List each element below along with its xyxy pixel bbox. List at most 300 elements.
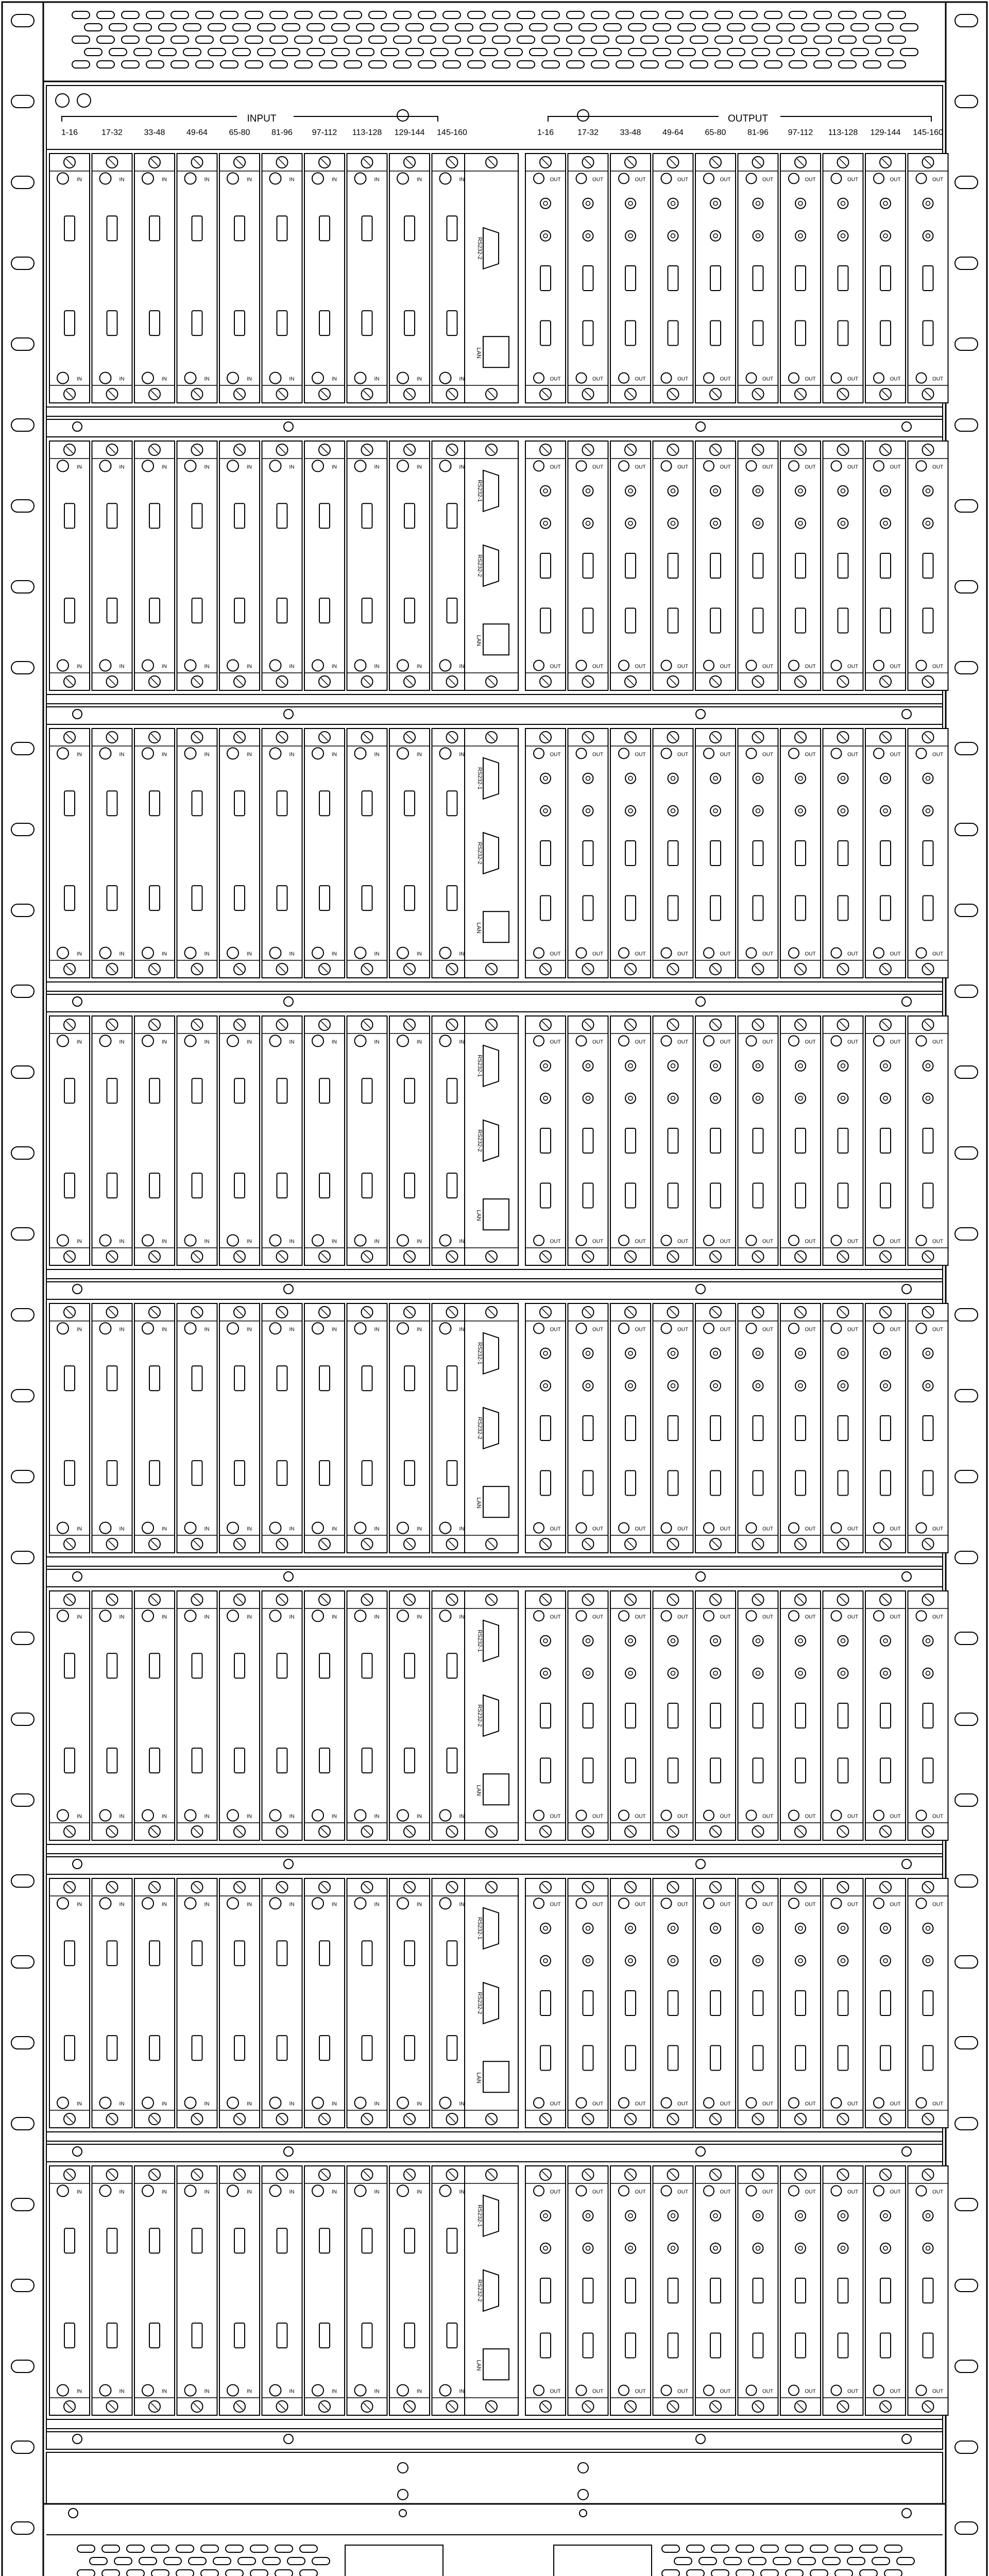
card-io-label: OUT — [847, 2189, 859, 2195]
card-io-label: IN — [417, 464, 422, 470]
card-io-label: OUT — [890, 951, 901, 957]
input-card — [219, 441, 260, 690]
card-tier — [46, 1587, 948, 1874]
input-card — [389, 1016, 430, 1265]
card-io-label: IN — [119, 1239, 125, 1245]
card-io-label: OUT — [932, 464, 944, 470]
output-card — [823, 441, 863, 690]
input-card — [389, 1591, 430, 1840]
card-io-label: IN — [332, 1814, 337, 1820]
card-tier — [46, 437, 948, 724]
input-range-label: 113-128 — [352, 128, 382, 137]
card-io-label: OUT — [932, 1614, 944, 1620]
card-io-label: OUT — [635, 1814, 646, 1820]
control-card — [465, 1016, 518, 1265]
card-io-label: OUT — [805, 376, 816, 382]
card-io-label: IN — [417, 1327, 422, 1333]
output-card — [780, 441, 821, 690]
card-io-label: IN — [459, 2101, 465, 2107]
card-io-label: OUT — [635, 1614, 646, 1620]
card-io-label: IN — [332, 464, 337, 470]
card-io-label: IN — [119, 2189, 125, 2195]
output-card — [780, 2166, 821, 2415]
card-io-label: IN — [459, 2388, 465, 2395]
card-io-label: OUT — [762, 1526, 774, 1532]
serial-port-label: RS232-1 — [476, 1342, 483, 1365]
input-card — [49, 2166, 90, 2415]
card-io-label: IN — [289, 1039, 295, 1045]
card-io-label: IN — [332, 177, 337, 183]
card-io-label: OUT — [550, 1327, 561, 1333]
card-io-label: IN — [77, 2189, 82, 2195]
output-card — [695, 728, 736, 978]
card-io-label: OUT — [635, 752, 646, 758]
left-rack-ear — [2, 2, 43, 2576]
output-card — [653, 2166, 693, 2415]
card-io-label: IN — [417, 1902, 422, 1908]
output-card — [908, 728, 948, 978]
card-io-label: OUT — [762, 1614, 774, 1620]
card-io-label: IN — [119, 2101, 125, 2107]
serial-port-label: RS232-1 — [476, 1055, 483, 1077]
output-card — [568, 1016, 608, 1265]
card-io-label: OUT — [847, 177, 859, 183]
card-io-label: IN — [417, 1526, 422, 1532]
card-io-label: IN — [417, 2101, 422, 2107]
card-io-label: OUT — [932, 177, 944, 183]
output-card — [695, 1303, 736, 1553]
card-io-label: OUT — [890, 1039, 901, 1045]
output-card — [525, 1303, 566, 1553]
card-io-label: OUT — [550, 951, 561, 957]
card-io-label: OUT — [677, 664, 689, 670]
card-io-label: IN — [77, 1902, 82, 1908]
card-io-label: IN — [162, 1239, 167, 1245]
output-card — [738, 2166, 778, 2415]
card-io-label: IN — [119, 464, 125, 470]
input-card — [389, 728, 430, 978]
right-power-module — [554, 2545, 652, 2576]
card-io-label: IN — [289, 752, 295, 758]
card-io-label: IN — [459, 1814, 465, 1820]
card-io-label: OUT — [890, 177, 901, 183]
card-io-label: IN — [459, 177, 465, 183]
card-io-label: OUT — [635, 1039, 646, 1045]
input-card — [219, 2166, 260, 2415]
card-io-label: IN — [332, 1039, 337, 1045]
output-card — [780, 154, 821, 403]
card-io-label: IN — [459, 752, 465, 758]
card-io-label: OUT — [932, 951, 944, 957]
card-io-label: OUT — [847, 1039, 859, 1045]
card-io-label: IN — [247, 1239, 252, 1245]
serial-port-label: RS232-1 — [476, 2205, 483, 2227]
input-card — [347, 1016, 387, 1265]
card-io-label: OUT — [592, 951, 604, 957]
card-io-label: IN — [289, 464, 295, 470]
output-card — [823, 1591, 863, 1840]
card-io-label: IN — [204, 376, 210, 382]
output-card — [865, 1016, 906, 1265]
output-card — [865, 154, 906, 403]
card-io-label: IN — [374, 752, 380, 758]
card-io-label: OUT — [762, 177, 774, 183]
card-io-label: IN — [204, 1526, 210, 1532]
output-card — [610, 1016, 651, 1265]
card-io-label: OUT — [932, 752, 944, 758]
input-card — [262, 728, 302, 978]
card-io-label: IN — [417, 1814, 422, 1820]
input-card — [219, 1303, 260, 1553]
card-io-label: IN — [247, 1526, 252, 1532]
card-io-label: IN — [162, 1614, 167, 1620]
card-io-label: OUT — [762, 1327, 774, 1333]
serial-port-label: RS232-2 — [476, 2279, 483, 2302]
card-io-label: IN — [119, 2388, 125, 2395]
input-card — [304, 1016, 345, 1265]
card-io-label: IN — [162, 1902, 167, 1908]
output-card — [525, 728, 566, 978]
output-card — [823, 1303, 863, 1553]
card-io-label: OUT — [932, 1814, 944, 1820]
input-card — [262, 1591, 302, 1840]
input-range-label: 65-80 — [229, 128, 250, 137]
card-io-label: OUT — [890, 376, 901, 382]
card-tier — [46, 1299, 948, 1587]
input-card — [92, 728, 132, 978]
card-io-label: IN — [204, 1327, 210, 1333]
serial-port-label: RS232-2 — [476, 554, 483, 577]
input-card — [92, 1016, 132, 1265]
card-io-label: OUT — [550, 1526, 561, 1532]
card-io-label: OUT — [805, 1239, 816, 1245]
serial-port-label: RS232-2 — [476, 237, 483, 260]
card-io-label: OUT — [932, 1239, 944, 1245]
card-io-label: OUT — [762, 2189, 774, 2195]
card-io-label: OUT — [847, 664, 859, 670]
card-io-label: OUT — [762, 951, 774, 957]
output-card — [865, 728, 906, 978]
output-card — [908, 2166, 948, 2415]
output-card — [823, 1016, 863, 1265]
output-card — [525, 1591, 566, 1840]
control-card — [465, 1303, 518, 1553]
card-io-label: IN — [459, 376, 465, 382]
output-card — [865, 1878, 906, 2128]
card-io-label: IN — [162, 664, 167, 670]
card-io-label: IN — [119, 1814, 125, 1820]
card-io-label: IN — [204, 1814, 210, 1820]
card-io-label: OUT — [635, 664, 646, 670]
lan-port-label: LAN — [475, 2360, 482, 2371]
input-card — [304, 1591, 345, 1840]
input-card — [134, 728, 175, 978]
card-io-label: OUT — [550, 1614, 561, 1620]
card-io-label: OUT — [932, 376, 944, 382]
card-io-label: OUT — [720, 2101, 731, 2107]
card-io-label: IN — [459, 1614, 465, 1620]
card-io-label: OUT — [592, 464, 604, 470]
input-card — [49, 1591, 90, 1840]
output-range-label: 1-16 — [537, 128, 554, 137]
card-io-label: OUT — [677, 1902, 689, 1908]
card-io-label: IN — [332, 1239, 337, 1245]
card-io-label: OUT — [847, 1327, 859, 1333]
card-tier — [46, 1874, 948, 2162]
lan-port-label: LAN — [475, 1497, 482, 1509]
card-io-label: OUT — [932, 1327, 944, 1333]
card-io-label: OUT — [550, 752, 561, 758]
card-io-label: OUT — [805, 951, 816, 957]
card-tier — [46, 724, 948, 1012]
card-io-label: OUT — [805, 177, 816, 183]
output-range-label: 145-160 — [913, 128, 943, 137]
card-io-label: IN — [119, 664, 125, 670]
input-card — [389, 154, 430, 403]
lan-port-label: LAN — [475, 1210, 482, 1221]
card-io-label: IN — [162, 2388, 167, 2395]
input-card — [92, 1591, 132, 1840]
card-io-label: IN — [77, 752, 82, 758]
card-io-label: IN — [459, 1239, 465, 1245]
card-io-label: OUT — [550, 1039, 561, 1045]
card-io-label: IN — [162, 752, 167, 758]
card-io-label: OUT — [592, 1614, 604, 1620]
card-io-label: IN — [289, 1614, 295, 1620]
input-card — [304, 1878, 345, 2128]
card-io-label: IN — [459, 464, 465, 470]
card-io-label: OUT — [592, 1526, 604, 1532]
input-card — [219, 1016, 260, 1265]
card-io-label: OUT — [805, 1526, 816, 1532]
card-io-label: IN — [332, 1902, 337, 1908]
card-io-label: OUT — [720, 1902, 731, 1908]
output-card — [653, 1591, 693, 1840]
card-io-label: OUT — [762, 2101, 774, 2107]
card-io-label: IN — [162, 177, 167, 183]
output-card — [780, 1878, 821, 2128]
card-io-label: IN — [162, 2189, 167, 2195]
serial-port-label: RS232-1 — [476, 480, 483, 502]
card-io-label: IN — [162, 376, 167, 382]
card-io-label: IN — [247, 951, 252, 957]
card-io-label: IN — [162, 2101, 167, 2107]
input-card — [134, 441, 175, 690]
output-card — [695, 154, 736, 403]
card-io-label: OUT — [847, 464, 859, 470]
card-io-label: IN — [459, 1526, 465, 1532]
card-io-label: IN — [247, 2101, 252, 2107]
card-io-label: OUT — [805, 1902, 816, 1908]
card-io-label: OUT — [762, 2388, 774, 2395]
card-io-label: OUT — [932, 1902, 944, 1908]
card-io-label: IN — [374, 2101, 380, 2107]
input-card — [219, 1591, 260, 1840]
output-card — [908, 1016, 948, 1265]
card-io-label: IN — [247, 376, 252, 382]
output-card — [738, 1016, 778, 1265]
card-io-label: IN — [204, 1614, 210, 1620]
control-card — [465, 154, 518, 403]
lan-port-label: LAN — [475, 1785, 482, 1796]
card-tier — [46, 149, 948, 437]
card-io-label: OUT — [550, 1902, 561, 1908]
card-io-label: OUT — [720, 1814, 731, 1820]
card-io-label: IN — [289, 2189, 295, 2195]
card-io-label: IN — [417, 2189, 422, 2195]
output-card — [908, 1303, 948, 1553]
card-io-label: OUT — [592, 752, 604, 758]
card-io-label: OUT — [890, 1614, 901, 1620]
card-io-label: IN — [204, 2101, 210, 2107]
card-io-label: IN — [247, 177, 252, 183]
output-card — [653, 1878, 693, 2128]
card-io-label: OUT — [720, 464, 731, 470]
card-io-label: OUT — [592, 1039, 604, 1045]
card-io-label: IN — [77, 2101, 82, 2107]
card-io-label: IN — [77, 951, 82, 957]
input-card — [262, 154, 302, 403]
output-card — [695, 1878, 736, 2128]
output-card — [865, 2166, 906, 2415]
card-io-label: OUT — [635, 951, 646, 957]
card-io-label: OUT — [720, 1239, 731, 1245]
input-range-label: 81-96 — [271, 128, 293, 137]
card-io-label: IN — [247, 1039, 252, 1045]
card-io-label: OUT — [847, 2101, 859, 2107]
card-io-label: OUT — [592, 1902, 604, 1908]
serial-port-label: RS232-2 — [476, 1704, 483, 1727]
input-card — [177, 1016, 217, 1265]
output-card — [653, 728, 693, 978]
card-io-label: OUT — [677, 752, 689, 758]
card-io-label: OUT — [677, 464, 689, 470]
card-io-label: OUT — [762, 1239, 774, 1245]
card-io-label: OUT — [805, 2388, 816, 2395]
blank-panel — [46, 2452, 943, 2508]
card-io-label: IN — [204, 464, 210, 470]
top-vent-frame — [43, 2, 946, 81]
output-card — [610, 2166, 651, 2415]
card-io-label: OUT — [805, 664, 816, 670]
input-card — [92, 2166, 132, 2415]
card-io-label: OUT — [932, 2189, 944, 2195]
card-io-label: IN — [374, 951, 380, 957]
serial-port-label: RS232-2 — [476, 842, 483, 865]
input-card — [177, 728, 217, 978]
card-io-label: IN — [289, 664, 295, 670]
card-io-label: OUT — [720, 376, 731, 382]
input-card — [304, 154, 345, 403]
input-card — [134, 2166, 175, 2415]
input-card — [92, 441, 132, 690]
card-io-label: OUT — [890, 1526, 901, 1532]
card-io-label: OUT — [720, 1327, 731, 1333]
card-io-label: IN — [119, 376, 125, 382]
card-io-label: IN — [332, 951, 337, 957]
card-io-label: IN — [247, 664, 252, 670]
card-io-label: OUT — [720, 1614, 731, 1620]
output-card — [653, 1303, 693, 1553]
serial-port-label: RS232-1 — [476, 1630, 483, 1652]
card-io-label: IN — [162, 1039, 167, 1045]
card-io-label: IN — [77, 376, 82, 382]
card-io-label: IN — [289, 2388, 295, 2395]
input-card — [347, 728, 387, 978]
input-card — [49, 154, 90, 403]
card-io-label: OUT — [890, 1327, 901, 1333]
card-tiers — [46, 149, 948, 2449]
output-range-label: 49-64 — [662, 128, 684, 137]
card-io-label: IN — [459, 1327, 465, 1333]
card-io-label: IN — [374, 2388, 380, 2395]
input-card — [92, 154, 132, 403]
card-io-label: IN — [289, 1526, 295, 1532]
card-io-label: OUT — [550, 664, 561, 670]
card-io-label: IN — [332, 376, 337, 382]
control-card — [465, 1591, 518, 1840]
output-card — [568, 1303, 608, 1553]
output-card — [525, 1878, 566, 2128]
card-io-label: IN — [162, 1526, 167, 1532]
card-io-label: IN — [459, 951, 465, 957]
card-io-label: OUT — [677, 1039, 689, 1045]
input-card — [304, 2166, 345, 2415]
output-card — [568, 1591, 608, 1840]
card-io-label: OUT — [592, 376, 604, 382]
card-io-label: OUT — [720, 177, 731, 183]
output-card — [653, 154, 693, 403]
output-card — [610, 154, 651, 403]
input-card — [347, 441, 387, 690]
input-card — [49, 441, 90, 690]
output-range-label: 65-80 — [705, 128, 726, 137]
card-io-label: OUT — [762, 1039, 774, 1045]
card-io-label: IN — [119, 1614, 125, 1620]
card-io-label: IN — [459, 664, 465, 670]
card-io-label: OUT — [550, 376, 561, 382]
card-io-label: IN — [247, 1327, 252, 1333]
output-range-label: 97-112 — [788, 128, 813, 137]
output-card — [695, 2166, 736, 2415]
bottom-vent-panel — [43, 2504, 946, 2576]
output-card — [610, 441, 651, 690]
input-card — [347, 154, 387, 403]
input-card — [219, 728, 260, 978]
card-io-label: IN — [289, 2101, 295, 2107]
card-tier — [46, 2162, 948, 2449]
card-io-label: IN — [417, 664, 422, 670]
control-card — [465, 441, 518, 690]
card-io-label: IN — [204, 2388, 210, 2395]
card-io-label: IN — [119, 752, 125, 758]
card-io-label: OUT — [635, 1239, 646, 1245]
card-io-label: IN — [77, 1327, 82, 1333]
input-card — [389, 441, 430, 690]
card-io-label: OUT — [635, 2101, 646, 2107]
output-card — [780, 1016, 821, 1265]
output-card — [610, 1878, 651, 2128]
output-card — [610, 728, 651, 978]
card-io-label: IN — [204, 664, 210, 670]
card-io-label: IN — [332, 1614, 337, 1620]
card-io-label: IN — [289, 177, 295, 183]
card-io-label: IN — [417, 1614, 422, 1620]
card-io-label: OUT — [762, 376, 774, 382]
card-io-label: OUT — [592, 2388, 604, 2395]
card-io-label: IN — [459, 2189, 465, 2195]
card-io-label: OUT — [677, 1327, 689, 1333]
